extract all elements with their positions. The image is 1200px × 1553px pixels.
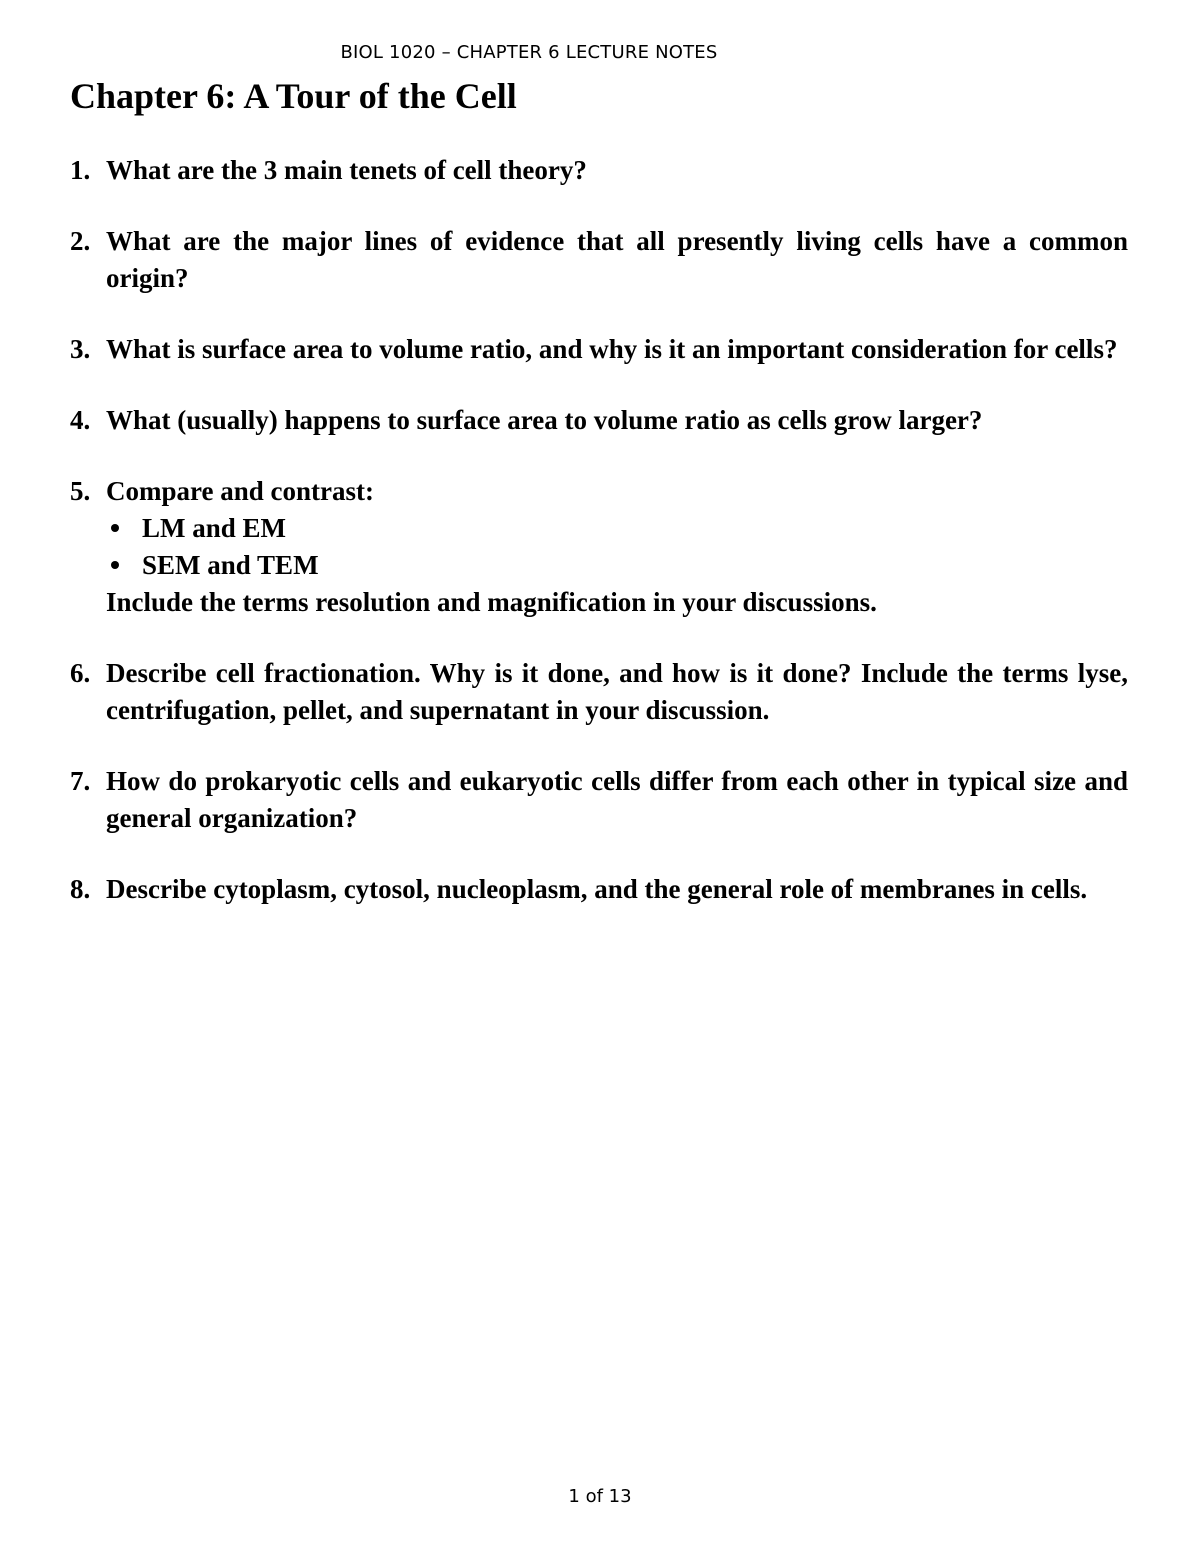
bullet-text: SEM and TEM (142, 550, 319, 580)
question-2 (70, 223, 1128, 297)
question-text: Describe cytoplasm, cytosol, nucleoplasm, and the general role of membranes in cells. (106, 874, 1088, 904)
question-followup-text: Include the terms resolution and magnification in your discussions. (106, 587, 877, 617)
question-text: Compare and contrast: (106, 476, 374, 506)
bullet-text: LM and EM (142, 513, 287, 543)
question-text: What (usually) happens to surface area to volume ratio as cells grow larger? (106, 405, 983, 435)
page-number: 1 of 13 (568, 1486, 632, 1507)
question-number: 1. (70, 155, 91, 185)
question-6 (70, 655, 1128, 729)
question-text: How do prokaryotic cells and eukaryotic cells differ from each other in typical size and general organization? (106, 766, 1128, 833)
question-5 (70, 473, 1128, 621)
bullet-item (106, 547, 1128, 584)
question-number: 3. (70, 334, 91, 364)
question-3 (70, 331, 1128, 368)
question-8 (70, 871, 1128, 908)
bullet-dot-icon (111, 561, 119, 569)
question-number: 7. (70, 766, 91, 796)
bullet-dot-icon (111, 524, 119, 532)
page-title: Chapter 6: A Tour of the Cell (70, 76, 517, 116)
question-text: Describe cell fractionation. Why is it done, and how is it done? Include the terms lyse, centrifugation, pellet, and supernatant in your discussion. (106, 658, 1128, 725)
question-number: 2. (70, 226, 91, 256)
question-number: 6. (70, 658, 91, 688)
question-number: 8. (70, 874, 91, 904)
running-header: BIOL 1020 – CHAPTER 6 LECTURE NOTES (340, 42, 718, 63)
question-text: What are the major lines of evidence that all presently living cells have a common origin? (106, 226, 1128, 293)
question-1 (70, 152, 1128, 189)
question-number: 5. (70, 476, 91, 506)
question-4 (70, 402, 1128, 439)
question-text: What are the 3 main tenets of cell theory? (106, 155, 587, 185)
bullet-item (106, 510, 1128, 547)
question-number: 4. (70, 405, 91, 435)
question-list (70, 152, 1128, 942)
question-text: What is surface area to volume ratio, and why is it an important consideration for cells? (106, 334, 1118, 364)
question-7 (70, 763, 1128, 837)
bullet-list (106, 510, 1128, 584)
